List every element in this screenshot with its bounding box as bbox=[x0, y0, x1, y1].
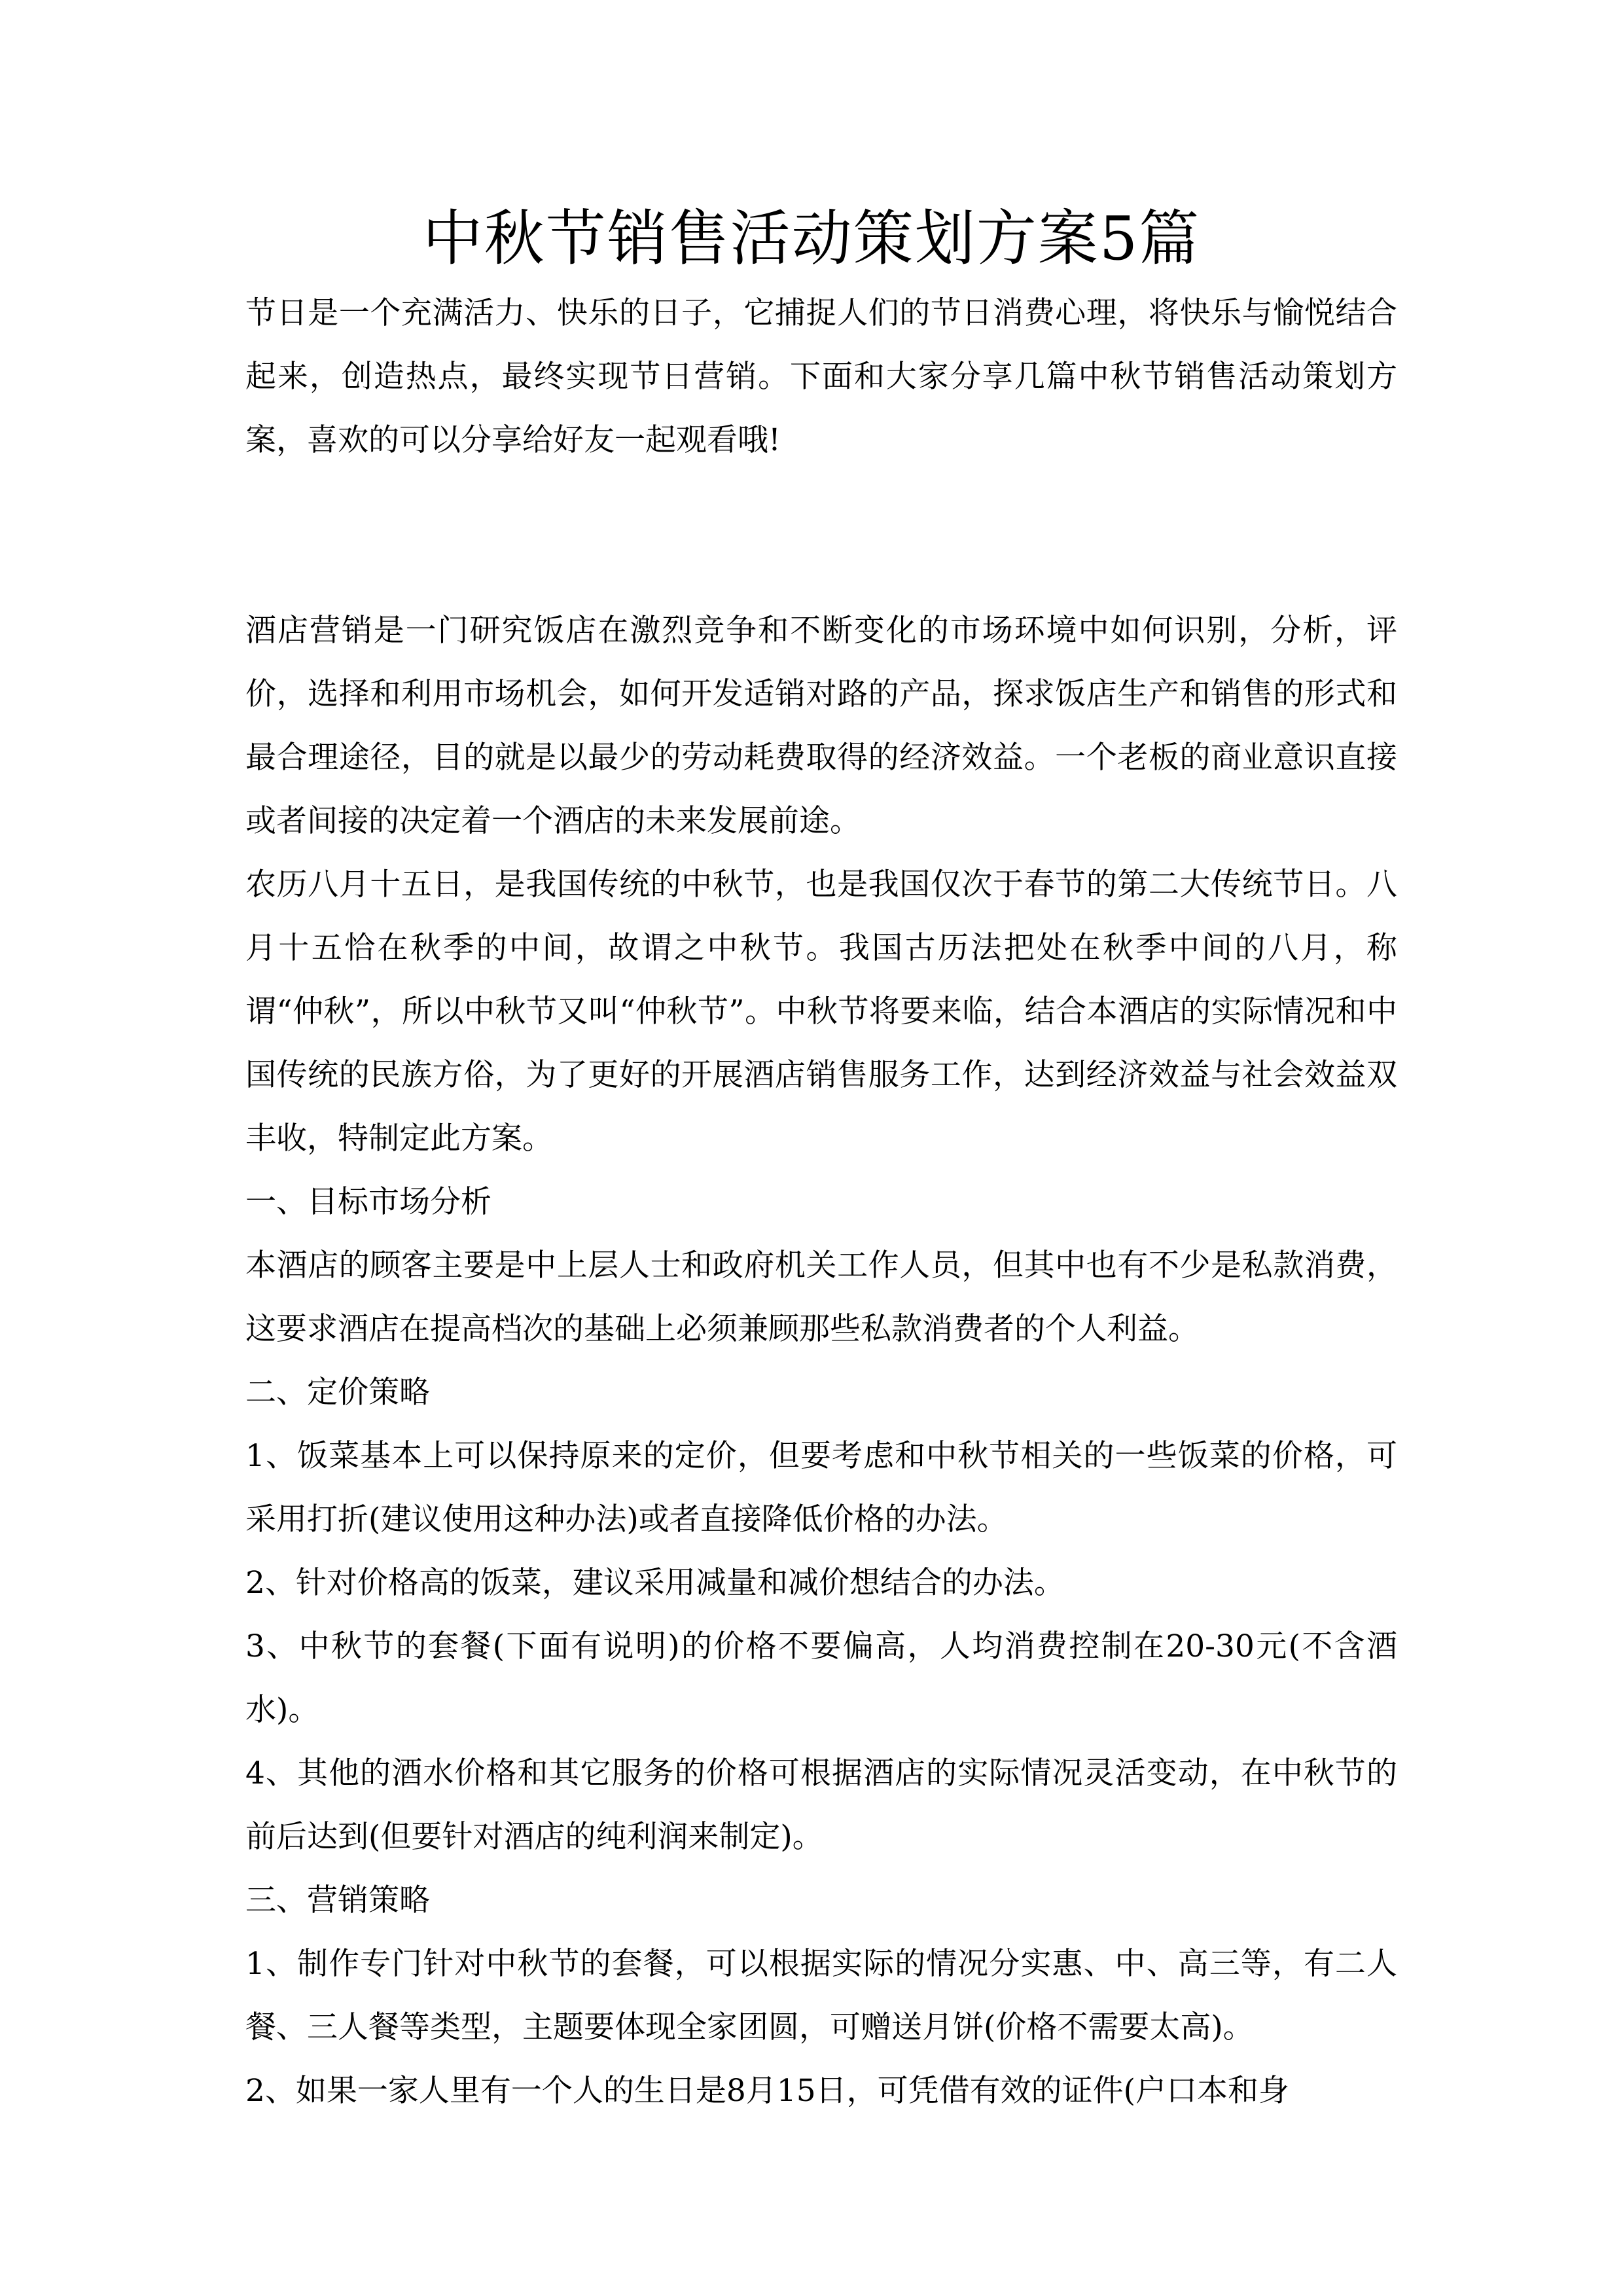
section-item: 1、饭菜基本上可以保持原来的定价，但要考虑和中秋节相关的一些饭菜的价格，可采用打折(建议使用这种办法)或者直接降低价格的办法。 bbox=[245, 1438, 1397, 1537]
section-item: 本酒店的顾客主要是中上层人士和政府机关工作人员，但其中也有不少是私款消费，这要求酒店在提高档次的基础上必须兼顾那些私款消费者的个人利益。 bbox=[245, 1247, 1397, 1347]
blank-spacer bbox=[245, 472, 1397, 599]
section-item: 1、制作专门针对中秋节的套餐，可以根据实际的情况分实惠、中、高三等，有二人餐、三人餐等类型，主题要体现全家团圆，可赠送月饼(价格不需要太高)。 bbox=[245, 1946, 1397, 2045]
section-item: 4、其他的酒水价格和其它服务的价格可根据酒店的实际情况灵活变动，在中秋节的前后达到(但要针对酒店的纯利润来制定)。 bbox=[245, 1755, 1397, 1855]
intro-paragraph: 节日是一个充满活力、快乐的日子，它捕捉人们的节日消费心理，将快乐与愉悦结合起来，创造热点，最终实现节日营销。下面和大家分享几篇中秋节销售活动策划方案，喜欢的可以分享给好友一起观看哦! bbox=[245, 295, 1397, 458]
section-item: 3、中秋节的套餐(下面有说明)的价格不要偏高，人均消费控制在20-30元(不含酒水)。 bbox=[245, 1628, 1397, 1728]
section-item: 2、针对价格高的饭菜，建议采用减量和减价想结合的办法。 bbox=[245, 1565, 1065, 1601]
paragraph-hotel-marketing: 酒店营销是一门研究饭店在激烈竞争和不断变化的市场环境中如何识别，分析，评价，选择和利用市场机会，如何开发适销对路的产品，探求饭店生产和销售的形式和最合理途径，目的就是以最少的劳动耗费取得的经济效益。一个老板的商业意识直接或者间接的决定着一个酒店的未来发展前途。 bbox=[245, 613, 1397, 839]
paragraph-mid-autumn-background: 农历八月十五日，是我国传统的中秋节，也是我国仅次于春节的第二大传统节日。八月十五恰在秋季的中间，故谓之中秋节。我国古历法把处在秋季中间的八月，称谓“仲秋”，所以中秋节又叫“仲秋节”。中秋节将要来临，结合本酒店的实际情况和中国传统的民族方俗，为了更好的开展酒店销售服务工作，达到经济效益与社会效益双丰收，特制定此方案。 bbox=[245, 867, 1397, 1157]
document-title: 中秋节销售活动策划方案5篇 bbox=[422, 204, 1201, 274]
section-heading-target-market: 一、目标市场分析 bbox=[245, 1184, 491, 1220]
section-heading-pricing-strategy: 二、定价策略 bbox=[245, 1374, 430, 1410]
document-body bbox=[245, 281, 1397, 2123]
section-item: 2、如果一家人里有一个人的生日是8月15日，可凭借有效的证件(户口本和身 bbox=[245, 2073, 1289, 2109]
section-heading-marketing-strategy: 三、营销策略 bbox=[245, 1882, 430, 1918]
